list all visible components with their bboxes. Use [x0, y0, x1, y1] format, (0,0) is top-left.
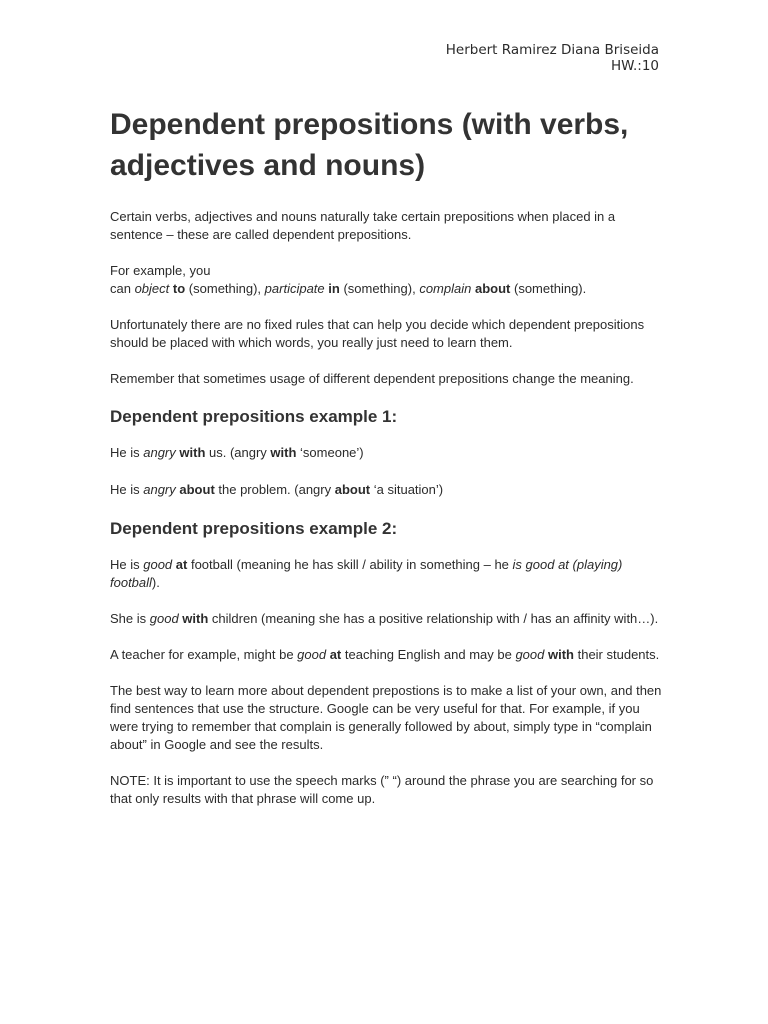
example-2-sentence-2 — [110, 610, 670, 628]
text-run: their students. — [573, 647, 660, 662]
note-paragraph: NOTE: It is important to use the speech marks (” “) around the phrase you are searching for so that only results with that phrase will come up. — [110, 773, 654, 806]
text-run: the problem. (angry — [214, 482, 335, 497]
best-way-paragraph: The best way to learn more about dependent prepostions is to make a list of your own, and then find sentences that use the structure. Google can be very useful for that. For example, if you were trying to remember that complain is generally followed by about, simply type in “complain about” in Google and see the results. — [110, 683, 662, 752]
example-paragraph — [110, 262, 670, 298]
document-title: Dependent prepositions (with verbs, adjectives and nouns) — [110, 108, 629, 182]
preposition: with — [547, 647, 574, 662]
author-name: Herbert Ramirez Diana Briseida — [445, 42, 659, 58]
preposition: with — [270, 445, 297, 460]
page-header — [446, 42, 659, 74]
text-run: children (meaning she has a positive relationship with / has an affinity with…). — [208, 611, 659, 626]
text-run: ‘someone’) — [296, 445, 364, 460]
example-sep-1: (something), — [185, 281, 265, 296]
adjective: good — [515, 647, 545, 662]
adjective: angry — [143, 482, 176, 497]
text-run: He is — [110, 482, 144, 497]
example-sep-2: (something), — [339, 281, 420, 296]
text-run: ). — [151, 575, 160, 590]
example-1-heading: Dependent prepositions example 1: — [110, 407, 398, 426]
adjective: good — [297, 647, 327, 662]
example-1-sentence-2 — [110, 481, 670, 499]
no-rules-paragraph: Unfortunately there are no fixed rules that can help you decide which dependent prepositions should be placed with which words, you really just need to learn them. — [110, 317, 645, 350]
example-1-sentence-1 — [110, 444, 670, 462]
example-2-heading: Dependent prepositions example 2: — [110, 519, 398, 538]
text-run: A teacher for example, might be — [110, 647, 298, 662]
text-run: ‘a situation’) — [370, 482, 444, 497]
text-run: teaching English and may be — [341, 647, 516, 662]
text-run: He is — [110, 445, 144, 460]
preposition: with — [182, 611, 209, 626]
prep-to: to — [172, 281, 186, 296]
preposition: at — [329, 647, 342, 662]
verb-complain: complain — [419, 281, 472, 296]
homework-number: HW.:10 — [611, 58, 659, 74]
adjective: good — [149, 611, 179, 626]
text-run: He is — [110, 557, 144, 572]
example-lead: For example, you — [110, 263, 211, 278]
prep-about: about — [474, 281, 511, 296]
text-run: football (meaning he has skill / ability in something – he — [187, 557, 513, 572]
verb-participate: participate — [264, 281, 325, 296]
prep-in: in — [328, 281, 340, 296]
remember-paragraph: Remember that sometimes usage of different dependent prepositions change the meaning. — [110, 371, 634, 386]
example-2-sentence-3 — [110, 646, 670, 664]
example-sep-3: (something). — [510, 281, 587, 296]
document-body — [110, 104, 670, 826]
verb-object: object — [134, 281, 170, 296]
example-can: can — [110, 281, 135, 296]
adjective: angry — [143, 445, 176, 460]
text-run: us. (angry — [205, 445, 271, 460]
intro-paragraph: Certain verbs, adjectives and nouns naturally take certain prepositions when placed in a sentence – these are called dependent prepositions. — [110, 209, 616, 242]
preposition: with — [179, 445, 206, 460]
adjective: good — [143, 557, 173, 572]
text-run: She is — [110, 611, 150, 626]
example-2-sentence-1 — [110, 556, 670, 592]
preposition: about — [179, 482, 215, 497]
preposition: about — [334, 482, 371, 497]
italic-phrase: is good at (playing) football — [110, 557, 623, 590]
preposition: at — [175, 557, 188, 572]
